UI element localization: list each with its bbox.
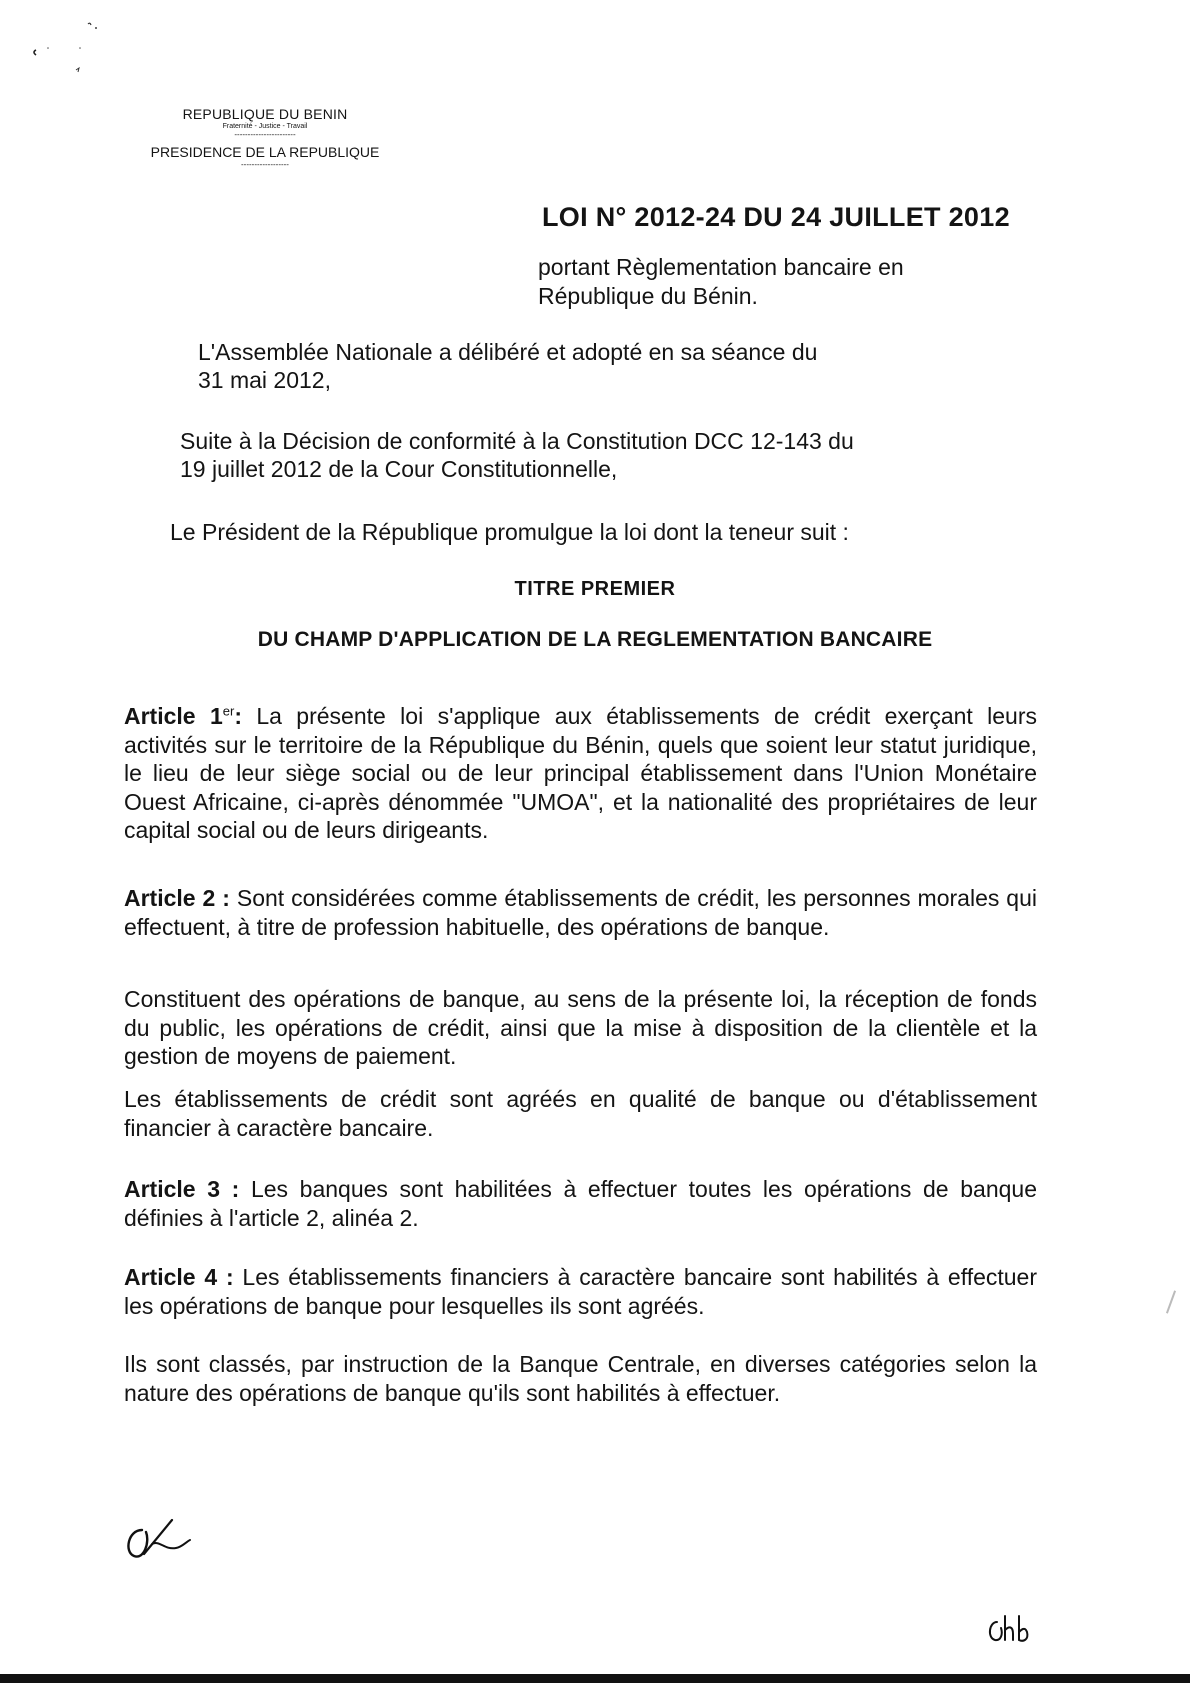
law-subtitle-line-2: République du Bénin. [538,283,758,309]
article-1-label: Article 1 [124,703,223,729]
decision-line-1: Suite à la Décision de conformité à la Constitution DCC 12-143 du [180,428,854,454]
article-4 [124,1263,1037,1320]
law-subtitle [538,253,1008,311]
article-2-text: Sont considérées comme établissements de crédit, les personnes morales qui effectuent, à titre de profession habituelle, des opérations de banque. [124,885,1037,940]
assembly-paragraph [198,338,938,394]
scan-mark [1166,1290,1176,1313]
article-1-text: La présente loi s'applique aux établissements de crédit exerçant leurs activités sur le territoire de la République du Bénin, quels que soient leur statut juridique, le lieu de leur siège social ou de leur principal établissement dans l'Union Monétaire Ouest Africaine, ci-après dénommée "UMOA", et la nationalité des propriétaires de leur capital social ou de leurs dirigeants. [124,703,1038,844]
scan-specks [28,18,108,88]
decision-paragraph [180,427,950,483]
republic-name: REPUBLIQUE DU BENIN [182,106,348,122]
assembly-line-1: L'Assemblée Nationale a délibéré et adopté en sa séance du [198,339,818,365]
article-1-superscript: er [222,703,235,719]
header-separator-2: ------------------ [241,160,289,169]
national-motto: Fraternité - Justice - Travail [222,123,308,130]
presidency-name: PRESIDENCE DE LA REPUBLIQUE [150,144,380,160]
article-3-text: Les banques sont habilitées à effectuer toutes les opérations de banque définies à l'article 2, alinéa 2. [124,1176,1037,1231]
header-block [140,106,390,170]
assembly-line-2: 31 mai 2012, [198,367,331,393]
titre-heading: DU CHAMP D'APPLICATION DE LA REGLEMENTATION BANCAIRE [257,628,933,651]
scan-bottom-edge [0,1674,1190,1683]
handwritten-initials-left [120,1510,210,1570]
article-2 [124,884,1037,941]
decision-line-2: 19 juillet 2012 de la Cour Constitutionnelle, [180,456,618,482]
article-3-label: Article 3 : [124,1176,240,1202]
article-2-label: Article 2 : [124,885,230,911]
article-1-colon: : [234,703,242,729]
handwritten-initials-right [985,1612,1045,1648]
article-2-paragraph-3: Les établissements de crédit sont agréés en qualité de banque ou d'établissement financier à caractère bancaire. [124,1086,1037,1141]
article-4-label: Article 4 : [124,1264,234,1290]
titre-number: TITRE PREMIER [514,578,676,600]
article-3 [124,1175,1037,1232]
header-separator-1: ----------------------- [234,130,296,139]
law-title: LOI N° 2012-24 DU 24 JUILLET 2012 [542,202,1010,232]
law-subtitle-line-1: portant Règlementation bancaire en [538,254,904,280]
article-4-paragraph-2: Ils sont classés, par instruction de la Banque Centrale, en diverses catégories selon la nature des opérations de banque qu'ils sont habilités à effectuer. [124,1351,1037,1406]
promulgation-paragraph: Le Président de la République promulgue la loi dont la teneur suit : [170,519,849,545]
article-1 [124,702,1037,845]
article-4-text: Les établissements financiers à caractère bancaire sont habilités à effectuer les opérations de banque pour lesquelles ils sont agréés. [124,1264,1038,1319]
article-2-paragraph-2: Constituent des opérations de banque, au sens de la présente loi, la réception de fonds du public, les opérations de crédit, ainsi que la mise à disposition de la clientèle et la gestion de moyens de paiement. [124,986,1037,1070]
